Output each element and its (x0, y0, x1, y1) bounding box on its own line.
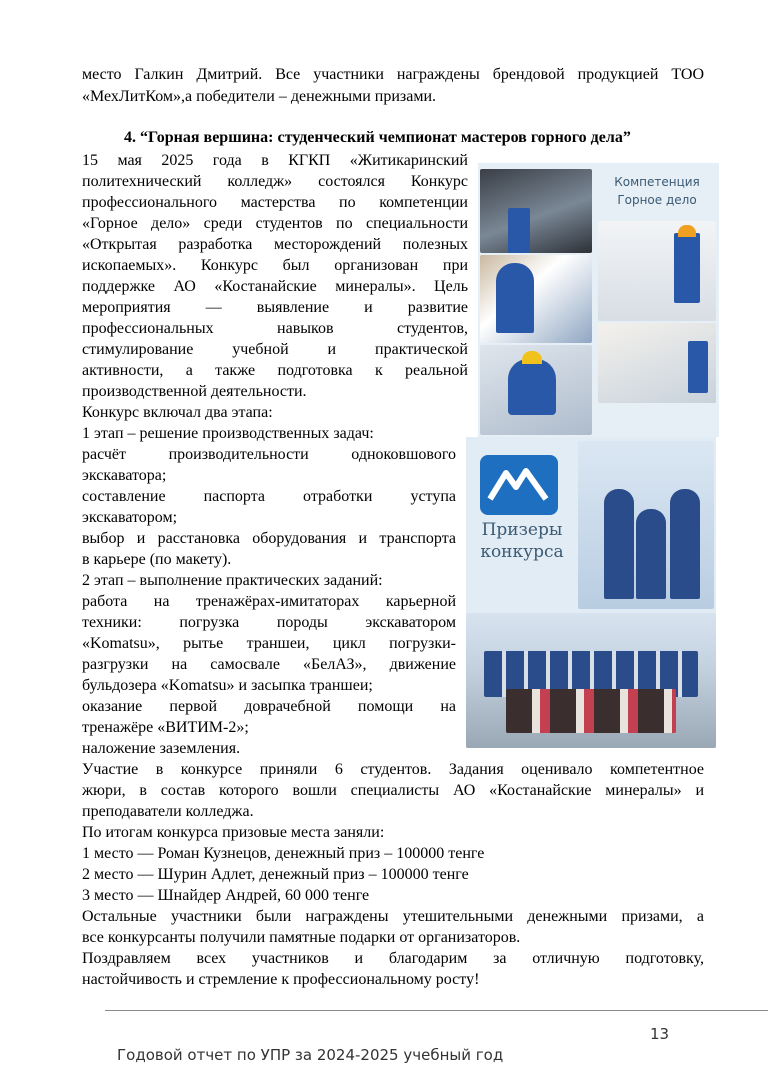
text-line: «Открытая разработка месторождений полезных (82, 236, 468, 253)
photo-simulator-room (480, 169, 592, 253)
text-line: составление паспорта отработки уступа (82, 488, 456, 505)
photo-student-figure (674, 233, 700, 303)
mountain-logo-icon (480, 455, 558, 515)
text-line: 2 место — Шурин Адлет, денежный приз – 100000 тенге (82, 866, 469, 883)
text-line: жюри, в состав которого вошли специалисты АО «Костанайские минералы» и (82, 782, 704, 799)
text-line: все конкурсанты получили памятные подарки от организаторов. (82, 929, 521, 946)
section-title: 4. “Горная вершина: студенческий чемпионат мастеров горного дела” (124, 129, 631, 146)
photo-student-figure (496, 263, 534, 333)
hard-hat-icon (522, 351, 542, 364)
text-line: По итогам конкурса призовые места заняли: (82, 824, 385, 841)
text-line: 1 этап – решение производственных задач: (82, 425, 374, 442)
text-line: наложение заземления. (82, 740, 241, 757)
text-line: преподаватели колледжа. (82, 803, 254, 820)
text-line: Остальные участники были награждены утешительными денежными призами, а (82, 908, 704, 925)
text-line: разгрузки на самосвале «БелАЗ», движение (82, 656, 456, 673)
hard-hat-icon (678, 225, 696, 237)
text-line: работа на тренажёрах-имитаторах карьерной (82, 593, 456, 610)
text-line: 1 место — Роман Кузнецов, денежный приз – 100000 тенге (82, 845, 485, 862)
text-line: тренажёре «ВИТИМ-2»; (82, 719, 249, 736)
intro-line-2: «МехЛитКом»,а победители – денежными призами. (82, 88, 437, 105)
text-line: 15 мая 2025 года в КГКП «Житикаринский (82, 152, 468, 169)
text-line: техники: погрузка породы экскаватором (82, 614, 456, 631)
text-line: Поздравляем всех участников и благодарим за отличную подготовку, (82, 950, 704, 967)
text-line: в карьере (по макету). (82, 551, 232, 568)
competition-photo-collage (478, 163, 719, 437)
winners-banner: Призеры конкурса (480, 520, 564, 562)
text-line: активности, а также подготовка к реальной (82, 362, 468, 379)
text-line: 2 этап – выполнение практических заданий: (82, 572, 383, 589)
text-line: бульдозера «Komatsu» и засыпка траншеи; (82, 677, 373, 694)
text-line: расчёт производительности одноковшового (82, 446, 456, 463)
text-line: экскаватора; (82, 467, 167, 484)
text-line: выбор и расстановка оборудования и транспорта (82, 530, 456, 547)
text-line: профессиональных навыков студентов, (82, 320, 468, 337)
text-line: «Горное дело» среди студентов по специальности (82, 215, 468, 232)
photo-seated-row (506, 689, 676, 733)
text-line: «Komatsu», рытье траншеи, цикл погрузки- (82, 635, 456, 652)
text-line: ископаемых». Конкурс был организован при (82, 257, 468, 274)
footer-text: Годовой отчет по УПР за 2024-2025 учебный год (117, 1046, 504, 1064)
intro-line-1: место Галкин Дмитрий. Все участники награждены брендовой продукцией ТОО (82, 66, 704, 83)
footer-divider (105, 1010, 768, 1011)
photo-student-figure (508, 359, 556, 415)
page-number: 13 (650, 1025, 670, 1043)
text-line: настойчивость и стремление к профессиональному росту! (82, 971, 480, 988)
text-line: мероприятия — выявление и развитие (82, 299, 468, 316)
text-line: Конкурс включал два этапа: (82, 404, 273, 421)
photo-winner-figure (636, 509, 666, 599)
photo-winner-figure (604, 489, 634, 599)
text-line: Участие в конкурсе приняли 6 студентов. Задания оценивало компетентное (82, 761, 704, 778)
text-line: профессионального мастерства по компетенции (82, 194, 468, 211)
text-line: экскаватором; (82, 509, 178, 526)
text-line: 3 место — Шнайдер Андрей, 60 000 тенге (82, 887, 370, 904)
kostanay-minerals-logo (480, 455, 558, 515)
text-line: производственной деятельности. (82, 383, 307, 400)
competence-banner: Компетенция Горное дело (614, 175, 700, 207)
text-line: политехнический колледж» состоялся Конкурс (82, 173, 468, 190)
text-line: стимулирование учебной и практической (82, 341, 468, 358)
photo-student-figure (688, 341, 708, 393)
photo-winner-figure (670, 489, 700, 599)
winners-photo-collage (466, 437, 716, 748)
photo-student-figure (508, 208, 530, 253)
text-line: оказание первой доврачебной помощи на (82, 698, 456, 715)
text-line: поддержке АО «Костанайские минералы». Цель (82, 278, 468, 295)
